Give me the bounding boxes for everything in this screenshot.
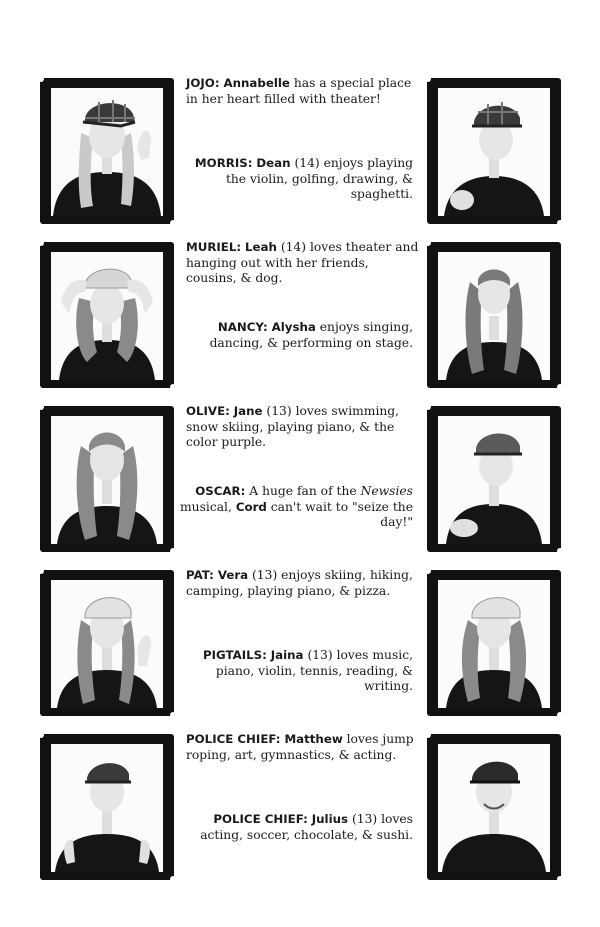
cast-row-1 (0, 76, 600, 226)
headshot-frame-oscar (427, 406, 561, 552)
actor-name: Matthew (284, 732, 343, 746)
role-label: PIGTAILS: (202, 648, 267, 662)
headshot-frame-jojo (40, 78, 174, 224)
headshot-frame-morris (427, 78, 561, 224)
actor-name: Cord (235, 499, 267, 514)
bio-text: (13) loves acting, soccer, chocolate, & sushi. (200, 812, 413, 842)
actor-name: Jane (233, 404, 263, 418)
cast-row-3 (0, 404, 600, 554)
actor-name: Alysha (271, 320, 316, 334)
headshot-photo-jane (51, 416, 163, 544)
actor-name: Leah (245, 240, 277, 254)
bio-nancy (173, 320, 413, 351)
role-label: OSCAR: (195, 484, 246, 498)
headshot-photo-annabelle (51, 88, 163, 216)
bio-morris (173, 156, 413, 203)
cast-row-4 (0, 568, 600, 718)
cast-row-2 (0, 240, 600, 390)
actor-name: Annabelle (223, 76, 290, 90)
bio-jojo (186, 76, 421, 107)
role-label: NANCY: (217, 320, 268, 334)
bio-text: A huge fan of the (245, 484, 361, 498)
role-label: POLICE CHIEF: (186, 732, 281, 746)
bio-pigtails (173, 648, 413, 695)
bio-text: (13) enjoys skiing, hiking, camping, playing piano, & pizza. (186, 568, 413, 598)
actor-name: Vera (217, 568, 249, 582)
actor-name: Dean (256, 156, 291, 170)
headshot-photo-julius (438, 744, 550, 872)
headshot-photo-alysha (438, 252, 550, 380)
bio-text: musical, (180, 499, 236, 514)
role-label: JOJO: (186, 76, 220, 90)
actor-name: Julius (311, 812, 349, 826)
role-label: MORRIS: (194, 156, 253, 170)
headshot-frame-nancy (427, 242, 561, 388)
bio-text: (13) loves music, piano, violin, tennis, reading, & writing. (215, 648, 413, 693)
headshot-frame-police-chief-1 (40, 734, 174, 880)
headshot-frame-police-chief-2 (427, 734, 561, 880)
headshot-photo-vera (51, 580, 163, 708)
role-label: MURIEL: (186, 240, 242, 254)
bio-pat (186, 568, 421, 599)
show-title: Newsies (360, 484, 413, 498)
headshot-frame-pigtails (427, 570, 561, 716)
bio-text: (14) loves theater and hanging out with her friends, cousins, & dog. (186, 240, 419, 285)
bio-text: (14) enjoys playing the violin, golfing, drawing, & spaghetti. (225, 156, 413, 201)
headshot-photo-matthew (51, 744, 163, 872)
headshot-photo-leah (51, 252, 163, 380)
bio-text: (13) loves swimming, snow skiing, playing piano, & the color purple. (186, 404, 400, 449)
headshot-photo-jaina (438, 580, 550, 708)
headshot-frame-muriel (40, 242, 174, 388)
headshot-frame-olive (40, 406, 174, 552)
bio-text: has a special place in her heart filled with theater! (186, 76, 412, 106)
headshot-photo-dean (438, 88, 550, 216)
bio-text: enjoys singing, dancing, & performing on stage. (209, 320, 413, 350)
role-label: PAT: (186, 568, 214, 582)
bio-police-chief-1 (186, 732, 421, 763)
cast-row-5 (0, 732, 600, 882)
bio-text: can't wait to "seize the day!" (266, 499, 413, 529)
actor-name: Jaina (270, 648, 304, 662)
bio-muriel (186, 240, 421, 287)
bio-text: loves jump roping, art, gymnastics, & acting. (186, 732, 414, 762)
role-label: OLIVE: (186, 404, 230, 418)
bio-oscar (173, 484, 413, 531)
role-label: POLICE CHIEF: (213, 812, 308, 826)
headshot-photo-cord (438, 416, 550, 544)
bio-police-chief-2 (173, 812, 413, 843)
bio-olive (186, 404, 421, 451)
headshot-frame-pat (40, 570, 174, 716)
